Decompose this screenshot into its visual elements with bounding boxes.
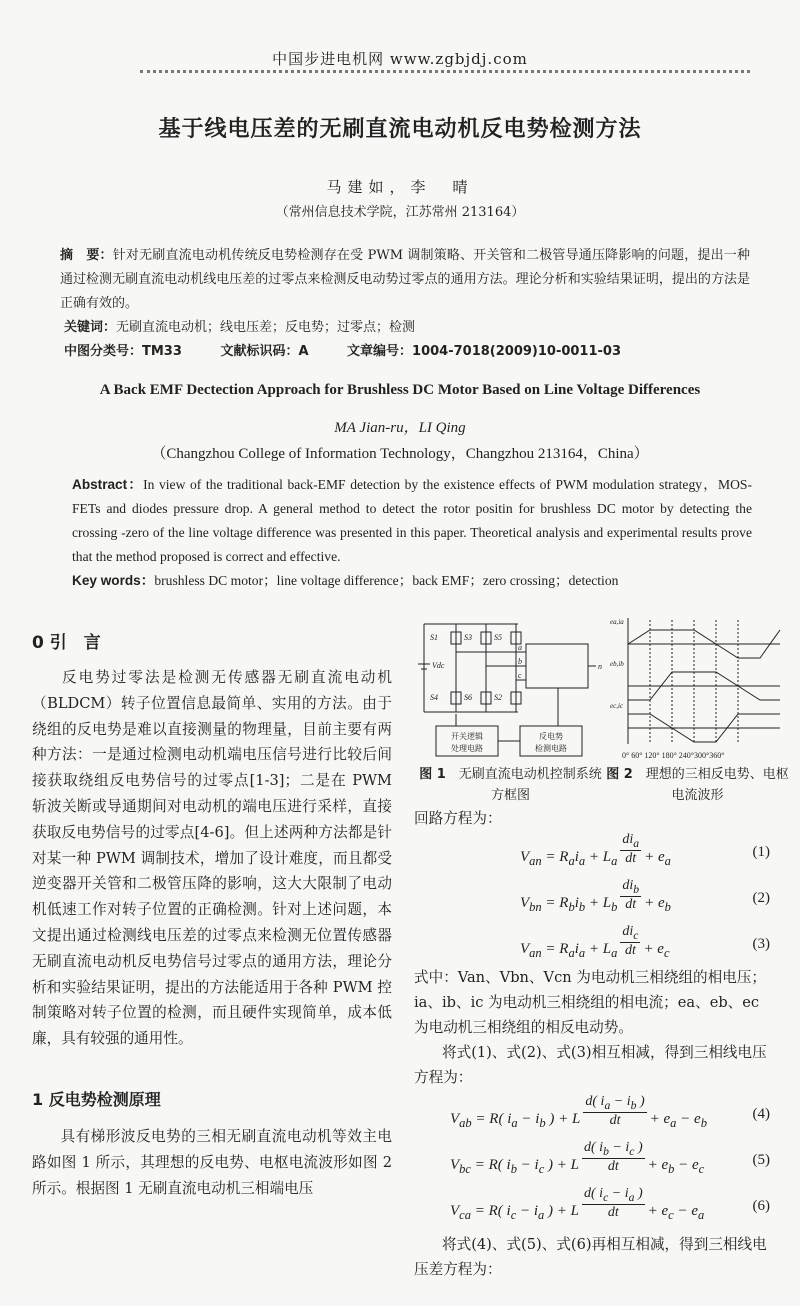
fig1-node-n: n [598,662,602,671]
fig1-bemf-line2: 检测电路 [535,744,567,753]
loop-equation-lead: 回路方程为： [414,810,502,827]
equation-5: $V_{bc} = R$( $i_b - i_c$ ) + L $\frac{d( i_b - i_c )}{dt}$ + $e_b - e_c$ (5) [450,1140,770,1176]
english-keywords-text: brushless DC motor；line voltage difference；back EMF；zero crossing；detection [154,573,619,588]
abstract-cn [60,244,750,316]
article-number: 文章编号：1004-7018(2009)10-0011-03 [347,344,622,359]
fig1-node-b: b [518,657,522,666]
figure1-caption [418,764,603,806]
keywords-cn-text: 无刷直流电动机；线电压差；反电势；过零点；检测 [116,320,416,335]
english-abstract-text: In view of the traditional back-EMF detection by the existence effects of PWM modulation strategy，MOS-FETs and diodes pressure drop. A general method to detect the rotor positin for brushless DC motor by detecting the crossing -zero of the line voltage difference was presented in this paper. Theoretical analysis and experimental results prove that the method proposed is correct and effective. [72,477,752,564]
fig2-xaxis-ticks: 0° 60° 120° 180° 240°300°360° [622,751,725,760]
section1-paragraph [32,1124,392,1201]
classification-line [64,340,655,359]
english-title: A Back EMF Dectection Approach for Brushless DC Motor Based on Line Voltage Differences [99,382,701,398]
section1-paragraph-text: 具有梯形波反电势的三相无刷直流电动机等效主电路如图 1 所示，其理想的反电势、电枢电流波形如图 2 所示。根据图 1 无刷直流电动机三相端电压 [32,1128,392,1197]
english-authors: MA Jian-ru，LI Qing [334,420,466,436]
english-keywords [72,569,618,589]
fig2-ylabel-a: ea,ia [610,618,624,626]
figure2-caption-number: 图 2 [606,767,633,782]
figure1-caption-text: 无刷直流电动机控制系统方框图 [458,767,602,803]
equation-6: $V_{ca} = R$( $i_c - i_a$ ) + L $\frac{d( i_c - i_a )}{dt}$ + $e_c - e_a$ (6) [450,1186,770,1222]
paper-title: 基于线电压差的无刷直流电动机反电势检测方法 [158,117,642,142]
figure2-caption [605,764,790,806]
abstract-cn-label: 摘 要： [60,248,113,263]
clc-number: 中图分类号：TM33 [64,344,182,359]
equation-3-number: (3) [752,936,770,952]
english-abstract-label: Abstract： [72,477,144,492]
fig1-bemf-line1: 反电势 [539,732,563,741]
abstract-cn-text: 针对无刷直流电动机传统反电势检测存在受 PWM 调制策略、开关管和二极管导通压降影响的问题，提出一种通过检测无刷直流电动机线电压差的过零点来检测反电动势过零点的通用方法。理论分析和实验结果证明，提出的方法是正确有效的。 [60,248,750,311]
fig2-ylabel-c: ec,ic [610,702,624,710]
fig1-node-c: c [518,671,522,680]
keywords-cn [64,316,415,335]
subtract-step-2: 将式(4)、式(5)、式(6)再相互相减，得到三相线电压差方程为： [414,1236,767,1278]
english-abstract [72,473,752,569]
equation-1-number: (1) [752,844,770,860]
intro-paragraph-text: 反电势过零法是检测无传感器无刷直流电动机（BLDCM）转子位置信息最简单、实用的方法。由于绕组的反电势是难以直接测量的物理量，目前主要有两种方法：一是通过检测电动机端电压信号进行比较后间接获取绕组反电势信号的过零点[1-3]；二是在 PWM 斩波关断或导通期间对电动机的端电压进行采样，直接获取反电势信号的过零点[4-6]。但上述两种方法都是针对某一种 PWM 调制技术，增加了设计难度，而且都受逆变器开关管和二极管压降的影响，这大大限制了电动机低速工作对转子位置的正确检测。针对上述问题，本文提出通过检测线电压差的过零点来检测无位置传感器无刷直流电动机反电势信号过零点的通用方法，理论分析和实验结果证明，提出的方法能适用于各种 PWM 控制策略对转子位置的检测，而且硬件实现简单，成本低廉，具有较强的通用性。 [32,669,392,1048]
fig1-logic-line1: 开关逻辑 [451,732,483,741]
equation-1: $V_{an} = R_ai_a + L_a$ $\frac{di_a}{dt}$ + $e_a$ (1) [520,832,770,868]
equation-4: $V_{ab} = R$( $i_a - i_b$ ) + L $\frac{d( i_a - i_b )}{dt}$ + $e_a - e_b$ (4) [450,1094,770,1130]
fig1-logic-line2: 处理电路 [451,744,483,753]
paper-affiliation: （常州信息技术学院，江苏常州 213164） [275,205,525,220]
figure2-caption-text: 理想的三相反电势、电枢电流波形 [645,767,789,803]
fig1-label-s2: S2 [494,693,502,702]
journal-site-header: 中国步进电机网 www.zgbjdj.com [272,50,528,68]
figure2-waveforms [610,614,785,764]
figure1-caption-number: 图 1 [419,767,446,782]
equation-6-number: (6) [752,1198,770,1214]
fig1-label-s4: S4 [430,693,438,702]
subtract-step-1: 将式(1)、式(2)、式(3)相互相减，得到三相线电压方程为： [414,1044,767,1086]
equation-2: $V_{bn} = R_bi_b + L_b$ $\frac{di_b}{dt}$ + $e_b$ (2) [520,878,770,914]
fig1-label-s1: S1 [430,633,438,642]
keywords-cn-label: 关键词： [64,320,117,335]
paper-authors: 马建如，李 晴 [326,178,474,196]
equation-2-number: (2) [752,890,770,906]
english-keywords-label: Key words： [72,573,155,588]
intro-heading: 0 引 言 [32,633,101,653]
equation-5-number: (5) [752,1152,770,1168]
section1-heading: 1 反电势检测原理 [32,1090,161,1109]
header-divider [140,70,750,73]
document-code: 文献标识码：A [220,344,309,359]
english-affiliation: （Changzhou College of Information Technology，Changzhou 213164，China） [151,446,649,462]
fig1-label-vdc: Vdc [432,661,445,670]
fig1-label-s5: S5 [494,633,502,642]
equation-definitions: 式中：Van、Vbn、Vcn 为电动机三相绕组的相电压；ia、ib、ic 为电动机三相绕组的相电流；ea、eb、ec 为电动机三相绕组的相反电动势。 [414,969,767,1036]
intro-paragraph [32,665,392,1052]
fig2-ylabel-b: eb,ib [610,660,624,668]
fig1-label-s3: S3 [464,633,472,642]
equation-3: $V_{an} = R_ai_a + L_a$ $\frac{di_c}{dt}$ + $e_c$ (3) [520,924,770,960]
fig1-label-s6: S6 [464,693,472,702]
equation-4-number: (4) [752,1106,770,1122]
figure1-circuit-diagram [418,614,608,764]
fig1-node-a: a [518,643,522,652]
